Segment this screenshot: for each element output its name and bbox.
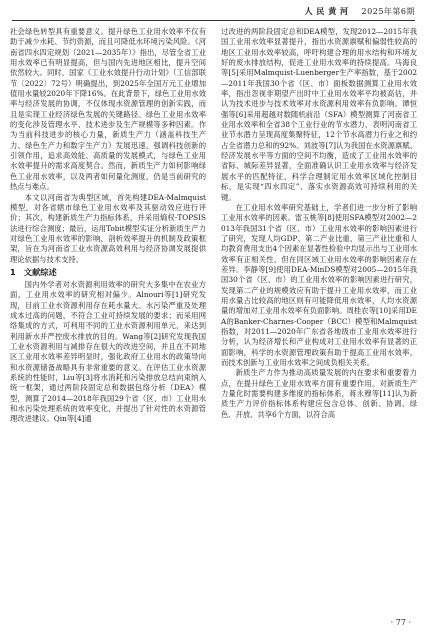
paragraph: 在工业用水效率研究基础上，学者们进一步分析了影响工业用水效率的因素。雷玉桃等[8]使用SFA模型对2002—2013年我国31个省（区、市）工业用水效率的影响因素进行了研究，发现人均GDP、第二产业比重、第三产业比重和人均教育费用支出4个因素在显著性检验中均显示出与工业用水效率有正相关性，但在同区域工业用水效率的影响因素存在差异。李静等[9]使用DEA-MinDS模型对2005—2015年我国30个省（区、市）的工业用水效率的影响因素进行研究，发现第二产业的规模效应有助于提升工业用水效率，而工业用水量占比较高的地区则有可能降低用水效率，人均水资源量的增加对工业用水效率有负面影响。周桂农等[10]采用DEA的Banker-Charnes-Cooper（BCC）模型和Malmquist指数，对2011—2020年广东省各地级市工业用水效率进行分析，认为经济增长和产业构成对工业用水效率有显著的正面影响，科学的水资源管理政策有助于提高工业用水效率，而技术创新与工业用水效率之间成负相关关系。 bbox=[221, 202, 417, 367]
running-header bbox=[12, 6, 415, 20]
right-column bbox=[221, 27, 417, 612]
header-rule bbox=[12, 20, 415, 21]
paragraph: 过改进的两阶段固定总和DEA模型，发现2012—2015年我国工业用水效率显著提升，指出水资源禀赋和偏弱性较高的地区工业用水效率较高，呼吁构建合理的用水结构和环境友好的废水排放结构，促进工业用水效率的持续提高。马海良等[5]采用Malmquist-Luenberger生产率指数，基于2002—2011年我国30个省（区、市）面板数据测算工业用水效率，指出忽视非期望产出时中工业用水效率平均被高估，并认为技术进步与技术效率对水资源利用效率有负影响。谭恒强等[6]采用超越对数随机前沿（SFA）模型测算了河南省工业用水效率和全省38个工业行业的节水潜力，表明河南省工业节水潜力呈现高度集聚特征，12个节水高潜力行业之和约占全省潜力总和的92%。刘波等[7]认为我国在水资源禀赋、经济发展水平等方面的空间不均衡，造成了工业用水效率的省际、城际差异显著，全面准确认识工业用水效率与经济发展水平的匹配特征，科学合理制定用水效率区域化控制目标，是实现“四水四定”、落实水资源高效可持续利用的关键。 bbox=[221, 27, 417, 202]
paragraph: 社会绿色转型具有重要意义。提升绿色工业用水效率不仅有助于减少水耗、节约资源，而且可降低水环境污染风险。《河南省四水四定规划（2021—2035年）》指出，尽管全省工业用水效率已有明显提高，但与国内先进地区相比，提升空间依然较大。同时，国家《工业水效提升行动计划》（工信部联节〔2022〕72号）明确提出，到2025年全国万元工业增加值用水量较2020年下降16%。在此背景下，绿色工业用水效率与经济发展的协调，不仅体现水资源管理的创新实践，而且是实现工业经济绿色发展的关键路径。绿色工业用水效率的变化涉及管理水平、技术进步及生产规模等多种因素。作为当前科技进步的核心力量，新质生产力（涵盖科技生产力、绿色生产力和数字生产力）发展迅速，强调科技创新的引领作用，追求高效能、高质量的发展模式，与绿色工业用水效率提升的需求高度契合。然而，新质生产力如何影响绿色工业用水效率，以及两者如何量化测度，仍是当前研究的热点与难点。 bbox=[10, 27, 206, 192]
issue-label: 2025年第6期 bbox=[361, 7, 415, 16]
page-number: · 77 · bbox=[390, 618, 411, 627]
left-column bbox=[10, 27, 206, 612]
journal-name: 人 民 黄 河 bbox=[304, 6, 349, 16]
section-heading: 1 文献综述 bbox=[10, 266, 57, 277]
paragraph: 国内外学者对水资源利用效率的研究大多集中在农业方面，工业用水效率的研究相对偏少。Alnouri等[1]研究发现，目前工业水资源利用存在耗水量大、水污染严重及处理成本过高的问题，不符合工业可持续发展的要求；而采用网络集成的方式，可利用不同的工业水资源利用单元，来达到利用新水并严控废水排放的目的。Wang等[2]研究发现我国工业水资源利用与减排存在很大的改进空间，并且在不同地区工业用水效率差异明显时，强化政府工业用水的政策导向和水资源储备战略具有非常重要的意义。在评估工业水资源系统的性能时，Liu等[3]将水消耗和污染排放总结向束纳入统一框架，通过两阶段固定总和数据包络分析（DEA）模型，测算了2014—2018年我国29个省（区、市）工业用水和水污染处理系统的效率变化，并提出了针对性的水资源管理改进建议。Qin等[4]通 bbox=[10, 279, 206, 424]
paragraph: 新质生产力作为推动高质量发展的内在要求和重要着力点，在提升绿色工业用水效率方面有重要作用。对新质生产力量化时需要构建多维度的指标体系，蒋永穆等[11]认为新质生产力评价指标体系构建应包含总体、创新、协调、绿色、开放、共享6个方面，以符合高 bbox=[221, 368, 417, 419]
paragraph: 本文以河南省为典型区域，首先构建DEA-Malmquist模型，对各省辖市绿色工业用水效率及其驱动效应进行评价；其次，构建新质生产力指标体系，并采用熵权-TOPSIS法进行综合测度；最后，运用Tobit模型实证分析新质生产力对绿色工业用水效率的影响，剖析效率提升的机制及政策框架，旨在为河南省工业水资源高效利用与经济协调发展提供理论依据与技术支持。 bbox=[10, 192, 206, 264]
